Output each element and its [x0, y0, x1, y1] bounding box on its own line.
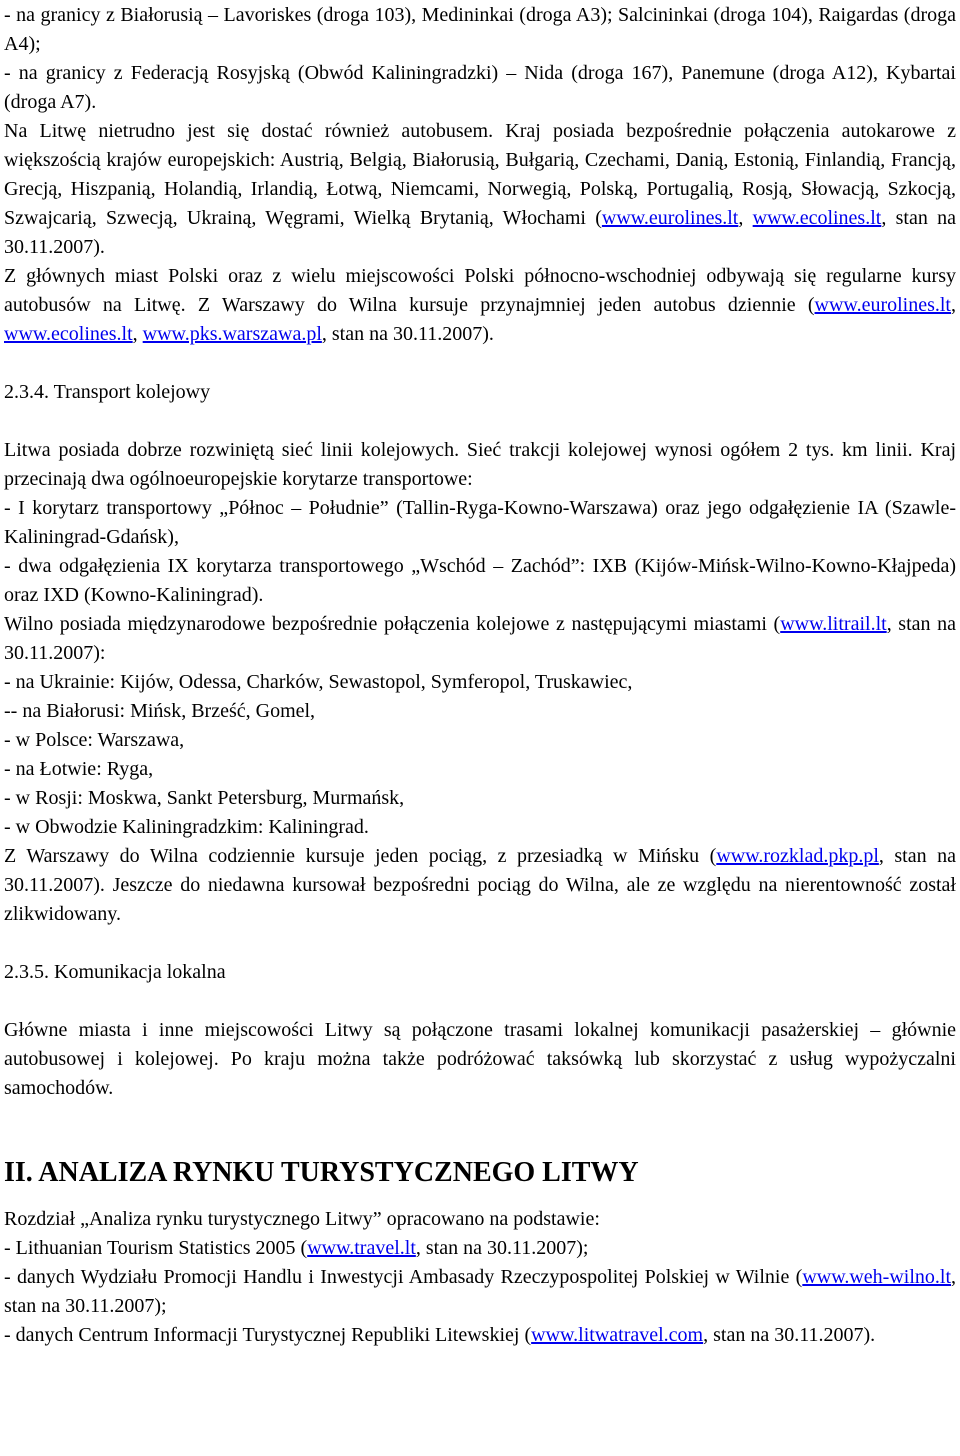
list-item: - na Łotwie: Ryga, — [4, 758, 154, 780]
border-belarus-line: - na granicy z Białorusią – Lavoriskes (droga 103), Medininkai (droga A3); Salcininkai (droga 104), Raigardas (droga A4); — [4, 4, 956, 55]
eurolines-link[interactable]: www.eurolines.lt — [814, 294, 951, 316]
rail-heading: 2.3.4. Transport kolejowy — [4, 381, 211, 403]
eurolines-link[interactable]: www.eurolines.lt — [601, 207, 739, 229]
spacer — [4, 349, 956, 378]
separator: , — [132, 323, 143, 345]
list-item: - w Polsce: Warszawa, — [4, 729, 185, 751]
list-item: - w Obwodzie Kaliningradzkim: Kaliningrad. — [4, 816, 369, 838]
ecolines-link[interactable]: www.ecolines.lt — [752, 207, 882, 229]
litwatravel-link[interactable]: www.litwatravel.com — [531, 1324, 704, 1346]
poland-bus-paragraph — [4, 262, 956, 349]
analysis-intro: Rozdział „Analiza rynku turystycznego Litwy” opracowano na podstawie: — [4, 1208, 600, 1230]
litrail-link[interactable]: www.litrail.lt — [780, 613, 887, 635]
spacer — [4, 407, 956, 436]
ecolines-link[interactable]: www.ecolines.lt — [4, 323, 133, 345]
list-item: -- na Białorusi: Mińsk, Brześć, Gomel, — [4, 700, 316, 722]
border-russia-line: - na granicy z Federacją Rosyjską (Obwód Kaliningradzki) – Nida (droga 167), Panemune (droga A12), Kybartai (droga A7). — [4, 62, 956, 113]
spacer — [4, 1191, 956, 1205]
list-item: - w Rosji: Moskwa, Sankt Petersburg, Murmańsk, — [4, 787, 405, 809]
chapter-heading: II. ANALIZA RYNKU TURYSTYCZNEGO LITWY — [4, 1157, 639, 1188]
bus-intro: Na Litwę nietrudno jest się dostać również autobusem. — [4, 120, 494, 142]
bus-connections-end: , stan na 30.11.2007). — [4, 207, 956, 258]
warsaw-train-paragraph: Z Warszawy do Wilna codziennie kursuje jeden pociąg, z przesiadką w Mińsku (www.rozklad.pkp.pl, stan na 30.11.2007). Jeszcze do niedawna kursował bezpośredni pociąg do Wilna, ale ze względu na nierentowność został zlikwidowany. — [4, 845, 957, 925]
document-body — [4, 1, 956, 1350]
list-item: - na Ukrainie: Kijów, Odessa, Charków, Sewastopol, Symferopol, Truskawiec, — [4, 671, 633, 693]
local-paragraph: Główne miasta i inne miejscowości Litwy są połączone trasami lokalnej komunikacji pasażerskiej – głównie autobusowej i kolejowej. Po kraju można także podróżować taksówką lub skorzystać z usług wypożyczalni samochodów. — [4, 1019, 956, 1099]
travel-link[interactable]: www.travel.lt — [307, 1237, 416, 1259]
source-item: - danych Centrum Informacji Turystycznej Republiki Litewskiej (www.litwatravel.com, stan na 30.11.2007). — [4, 1324, 876, 1346]
spacer — [4, 1103, 956, 1155]
spacer — [4, 987, 956, 1016]
weh-wilno-link[interactable]: www.weh-wilno.lt — [802, 1266, 951, 1288]
local-heading: 2.3.5. Komunikacja lokalna — [4, 961, 226, 983]
poland-bus-end: , stan na 30.11.2007). — [321, 323, 494, 345]
bus-connections-text: Kraj posiada bezpośrednie połączenia autokarowe z większością krajów europejskich: Austrią, Belgią, Białorusią, Bułgarią, Czechami, Danią, Estonią, Finlandią, Francją, Grecją, Hiszpanią, Holandią, Irlandią, Łotwą, Niemcami, Norwegią, Polską, Portugalią, Rosją, Słowacją, Szkocją, Szwajcarią, Szwecją, Ukrainą, Węgrami, Wielką Brytanią, Włochami ( — [4, 120, 956, 229]
spacer — [4, 929, 956, 958]
separator: , — [738, 207, 753, 229]
rozklad-pkp-link[interactable]: www.rozklad.pkp.pl — [716, 845, 879, 867]
separator: , — [951, 294, 956, 316]
rail-corridor-1: - I korytarz transportowy „Północ – Południe” (Tallin-Ryga-Kowno-Warszawa) oraz jego odgałęzienie IA (Szawle-Kaliningrad-Gdańsk), — [4, 497, 956, 548]
rail-paragraph: Litwa posiada dobrze rozwiniętą sieć linii kolejowych. Sieć trakcji kolejowej wynosi ogółem 2 tys. km linii. Kraj przecinają dwa ogólnoeuropejskie korytarze transportowe: — [4, 439, 956, 490]
source-item: - danych Wydziału Promocji Handlu i Inwestycji Ambasady Rzeczypospolitej Polskiej w Wilnie (www.weh-wilno.lt, stan na 30.11.2007); — [4, 1266, 956, 1317]
bus-paragraph — [4, 117, 956, 262]
rail-corridor-2: - dwa odgałęzienia IX korytarza transportowego „Wschód – Zachód”: IXB (Kijów-Mińsk-Wilno-Kowno-Kłajpeda) oraz IXD (Kowno-Kaliningrad). — [4, 555, 956, 606]
vilnius-connections-intro: Wilno posiada międzynarodowe bezpośrednie połączenia kolejowe z następującymi miastami (www.litrail.lt, stan na 30.11.2007): — [4, 613, 957, 664]
source-item: - Lithuanian Tourism Statistics 2005 (www.travel.lt, stan na 30.11.2007); — [4, 1237, 589, 1259]
poland-bus-text: Z głównych miast Polski oraz z wielu miejscowości Polski północno-wschodniej odbywają się regularne kursy autobusów na Litwę. Z Warszawy do Wilna kursuje przynajmniej jeden autobus dziennie ( — [4, 265, 956, 316]
pks-warszawa-link[interactable]: www.pks.warszawa.pl — [142, 323, 322, 345]
